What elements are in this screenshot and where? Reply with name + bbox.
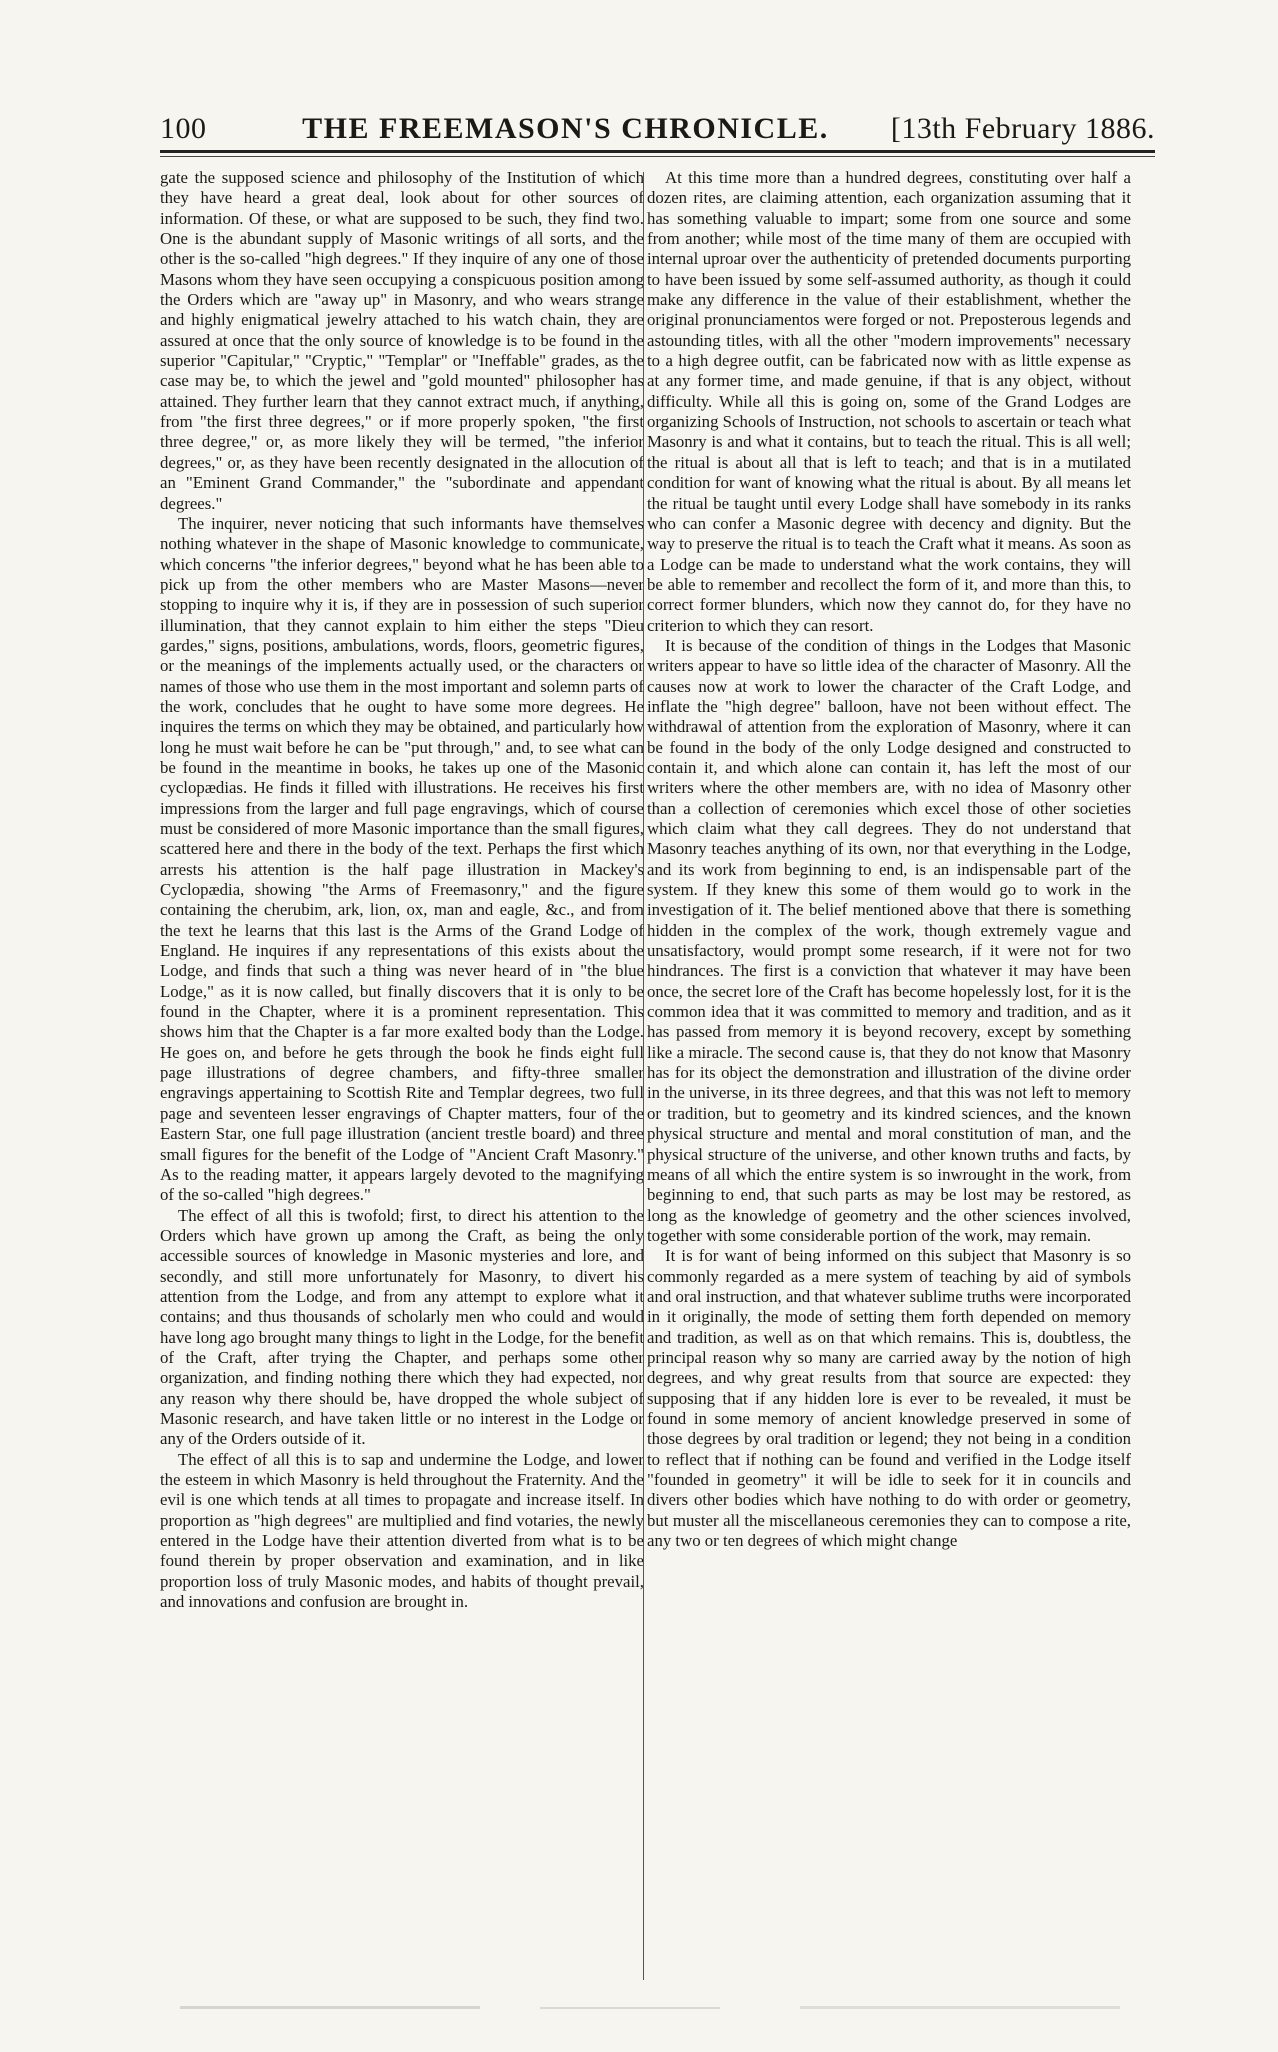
paragraph: At this time more than a hundred degrees, constituting over half a dozen rites, are claiming attention, each organization assuming that it has something valuable to impart; some from one source and some from another; while most of the time many of them are occupied with internal uproar over the authenticity of pretended documents purporting to have been issued by some self-assumed authority, as though it could make any difference in the value of their establishment, whether the original pronunciamentos were forged or not. Preposterous legends and astounding titles, with all the other "modern improvements" necessary to a high degree outfit, can be fabricated now with as little expense as at any former time, and made genuine, if that is any object, without difficulty. While all this is going on, some of the Grand Lodges are organizing Schools of Instruction, not schools to ascertain or teach what Masonry is and what it contains, but to teach the ritual. This is all well; the ritual is about all that is left to teach; and that is in a mutilated condition for want of knowing what the ritual is about. By all means let the ritual be taught until every Lodge shall have somebody in its ranks who can confer a Masonic degree with decency and dignity. But the way to preserve the ritual is to teach the Craft what it means. As soon as a Lodge can be made to understand what the work contains, they will be able to remember and recollect the form of it, and more than this, to correct former blunders, which now they cannot do, for they have no criterion to which they can resort. bbox=[647, 168, 1131, 635]
bleed-through-smudge bbox=[180, 2002, 1140, 2016]
paragraph: gate the supposed science and philosophy of the Institution of which they have heard a great deal, look about for other sources of information. Of these, or what are supposed to be such, they find two. One is the abundant supply of Masonic writings of all sorts, and the other is the so-called "high degrees." If they inquire of any one of those Masons whom they have seen occupying a conspicuous position among the Orders which are "away up" in Masonry, and who wears strange and highly enigmatical jewelry attached to his watch chain, they are assured at once that the only source of knowledge is to be found in the superior "Capitular," "Cryptic," "Templar" or "Ineffable" grades, as the case may be, to which the jewel and "gold mounted" philosopher has attained. They further learn that they cannot extract much, if anything, from "the first three degrees," or if more properly spoken, "the first three degree," or, as more likely they will be termed, "the inferior degrees," or, as they have been recently designated in the allocution of an "Eminent Grand Commander," the "subordinate and appendant degrees." bbox=[160, 168, 644, 513]
paragraph: The inquirer, never noticing that such informants have themselves nothing whatever in the shape of Masonic knowledge to communicate, which concerns "the inferior degrees," beyond what he has been able to pick up from the other members who are Master Masons—never stopping to inquire why it is, if they are in possession of such superior illumination, that they cannot explain to him either the steps "Dieu gardes," signs, positions, ambulations, words, floors, geometric figures, or the meanings of the implements actually used, or the characters or names of those who use them in the most important and solemn parts of the work, concludes that he ought to have some more degrees. He inquires the terms on which they may be obtained, and particularly how long he must wait before he can be "put through," and, to see what can be found in the meantime in books, he takes up one of the Masonic cyclopædias. He finds it filled with illustrations. He receives his first impressions from the larger and full page engravings, which of course must be considered of more Masonic importance than the small figures, scattered here and there in the body of the text. Perhaps the first which arrests his attention is the half page illustration in Mackey's Cyclopædia, showing "the Arms of Freemasonry," and the figure containing the cherubim, ark, lion, ox, man and eagle, &c., and from the text he learns that this last is the Arms of the Grand Lodge of England. He inquires if any representations of this exists about the Lodge, and finds that such a thing was never heard of in "the blue Lodge," as it is now called, but finally discovers that it is only to be found in the Chapter, where it is a prominent representation. This shows him that the Chapter is a far more exalted body than the Lodge. He goes on, and before he gets through the book he finds eight full page illustrations of degree chambers, and fifty-three smaller engravings appertaining to Scottish Rite and Templar degrees, two full page and seventeen lesser engravings of Chapter matters, four of the Eastern Star, one full page illustration (ancient trestle board) and three small figures for the benefit of the Lodge of "Ancient Craft Masonry." As to the reading matter, it appears largely devoted to the magnifying of the so-called "high degrees." bbox=[160, 513, 644, 1205]
paragraph: It is because of the condition of things in the Lodges that Masonic writers appear to have so little idea of the character of Masonry. All the causes now at work to lower the character of the Craft Lodge, and inflate the "high degree" balloon, have not been without effect. The withdrawal of attention from the exploration of Masonry, where it can be found in the body of the only Lodge designed and constructed to contain it, and which alone can contain it, has left the most of our writers where the other members are, with no idea of Masonry other than a collection of ceremonies which excel those of other societies which claim what they call degrees. They do not understand that Masonry teaches anything of its own, nor that everything in the Lodge, and its work from beginning to end, is an indispensable part of the system. If they knew this some of them would go to work in the investigation of it. The belief mentioned above that there is something hidden in the complex of the work, though extremely vague and unsatisfactory, would prompt some research, if it were not for two hindrances. The first is a conviction that whatever it may have been once, the secret lore of the Craft has become hopelessly lost, for it is the common idea that it was committed to memory and tradition, and as it has passed from memory it is beyond recovery, except by something like a miracle. The second cause is, that they do not know that Masonry has for its object the demonstration and illustration of the divine order in the universe, in its three degrees, and that this was not left to memory or tradition, but to geometry and its kindred sciences, and the known physical structure and mental and moral constitution of man, and the physical structure of the universe, and other known truths and facts, by means of all which the entire system is so inwrought in the work, from beginning to end, that such parts as may be lost may be restored, as long as the knowledge of geometry and the other sciences involved, together with some considerable portion of the work, may remain. bbox=[647, 635, 1131, 1245]
issue-date: [13th February 1886. bbox=[890, 112, 1155, 145]
right-column bbox=[647, 168, 1131, 1990]
column-divider bbox=[643, 172, 644, 1980]
page-number: 100 bbox=[160, 112, 207, 145]
publication-title: THE FREEMASON'S CHRONICLE. bbox=[302, 112, 829, 145]
paragraph: The effect of all this is to sap and undermine the Lodge, and lower the esteem in which Masonry is held throughout the Fraternity. And the evil is one which tends at all times to propagate and increase itself. In proportion as "high degrees" are multiplied and find votaries, the newly entered in the Lodge have their attention diverted from what is to be found therein by proper observation and examination, and in like proportion loss of truly Masonic modes, and habits of thought prevail, and innovations and confusion are brought in. bbox=[160, 1449, 644, 1612]
header-rule bbox=[160, 150, 1155, 153]
masthead bbox=[160, 102, 1155, 146]
paragraph: The effect of all this is twofold; first, to direct his attention to the Orders which have grown up among the Craft, as being the only accessible sources of knowledge in Masonic mysteries and lore, and secondly, and still more unfortunately for Masonry, to divert his attention from the Lodge, and from any attempt to explore what it contains; and thus thousands of scholarly men who could and would have long ago brought many things to light in the Lodge, for the benefit of the Craft, after trying the Chapter, and perhaps some other organization, and finding nothing there which they had expected, nor any reason why there should be, have dropped the whole subject of Masonic research, and have taken little or no interest in the Lodge or any of the Orders outside of it. bbox=[160, 1205, 644, 1449]
header-rule-thin bbox=[160, 156, 1155, 157]
left-column bbox=[160, 168, 644, 1990]
paragraph: It is for want of being informed on this subject that Masonry is so commonly regarded as a mere system of teaching by aid of symbols and oral instruction, and that whatever sublime truths were incorporated in it originally, the mode of setting them forth depended on memory and tradition, as well as on that which remains. This is, doubtless, the principal reason why so many are carried away by the notion of high degrees, and why great results from that source are expected: they supposing that if any hidden lore is ever to be revealed, it must be found in some memory of ancient knowledge preserved in some of those degrees by oral tradition or legend; they not being in a condition to reflect that if nothing can be found and verified in the Lodge itself "founded in geometry" it will be idle to seek for it in councils and divers other bodies which have nothing to do with order or geometry, but muster all the miscellaneous ceremonies they can to compose a rite, any two or ten degrees of which might change bbox=[647, 1246, 1131, 1551]
